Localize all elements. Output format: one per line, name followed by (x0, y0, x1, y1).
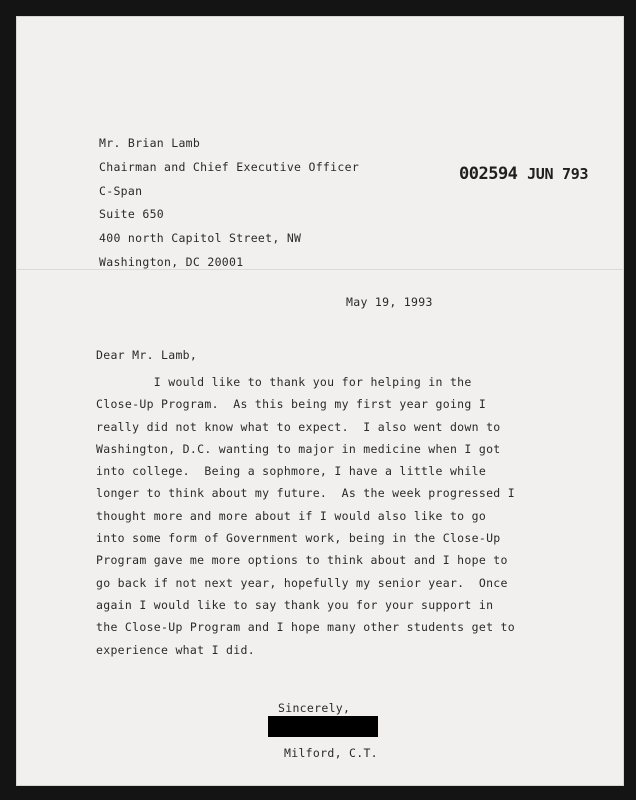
body-line: again I would like to say thank you for your support in (96, 597, 494, 612)
sender-location: Milford, C.T. (284, 746, 378, 760)
closing: Sincerely, (278, 701, 351, 715)
received-stamp (459, 164, 588, 184)
body-line: into some form of Government work, being in the Close-Up (96, 531, 501, 546)
recipient-line: Washington, DC 20001 (99, 254, 244, 269)
recipient-address (99, 132, 359, 275)
stamp-date: JUN 793 (527, 165, 589, 183)
letter-page (16, 16, 624, 786)
body-line: experience what I did. (96, 642, 255, 657)
body-line: Close-Up Program. As this being my first year going I (96, 397, 487, 412)
redacted-signature (268, 716, 378, 737)
recipient-line: 400 north Capitol Street, NW (99, 231, 302, 246)
recipient-line: Suite 650 (99, 207, 165, 222)
recipient-line: Mr. Brian Lamb (99, 136, 201, 150)
body-line: really did not know what to expect. I also went down to (96, 419, 501, 434)
body-line: longer to think about my future. As the week progressed I (96, 486, 515, 501)
recipient-line: Chairman and Chief Executive Officer (99, 159, 360, 174)
body-line: Program gave me more options to think about and I hope to (96, 553, 508, 568)
letter-date: May 19, 1993 (346, 295, 433, 309)
recipient-line: C-Span (99, 183, 143, 198)
body-line: into college. Being a sophmore, I have a little while (96, 464, 487, 479)
letter-body (96, 371, 515, 661)
body-line: the Close-Up Program and I hope many other students get to (96, 620, 515, 635)
body-line: thought more and more about if I would also like to go (96, 508, 487, 523)
salutation: Dear Mr. Lamb, (96, 348, 198, 362)
body-line: Washington, D.C. wanting to major in medicine when I got (96, 441, 501, 456)
stamp-number: 002594 (459, 164, 518, 184)
body-line: go back if not next year, hopefully my senior year. Once (96, 575, 508, 590)
body-line: I would like to thank you for helping in the (96, 375, 472, 389)
